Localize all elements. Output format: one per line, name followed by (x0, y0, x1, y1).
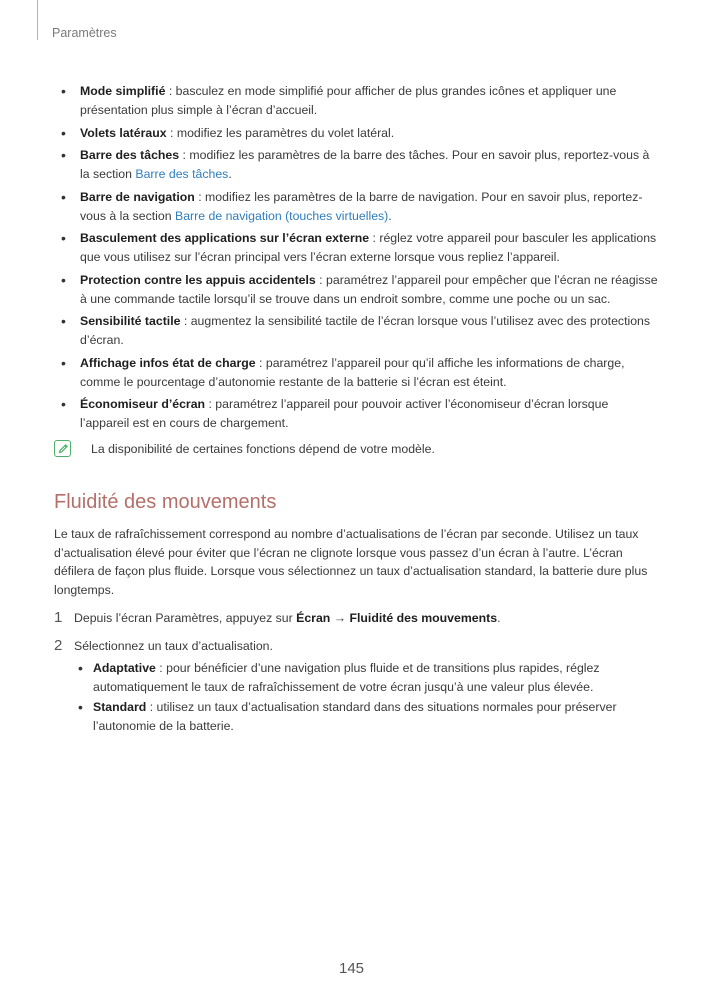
step-text-end: . (497, 611, 501, 625)
navigation-bar-link[interactable]: Barre de navigation (touches virtuelles) (175, 208, 389, 223)
list-item (78, 698, 638, 736)
item-text: : basculez en mode simplifié pour afficher de plus grandes icônes et appliquer une présentation plus simple à l’écran d’accueil. (80, 84, 617, 117)
section-paragraph: Le taux de rafraîchissement correspond au nombre d’actualisations de l’écran par seconde. Utilisez un taux d’actualisation élevé pour éviter que l’écran ne clignote lorsque vous passez d’un écran à l’autre. L’écran défilera de façon plus fluide. Lorsque vous sélectionnez un taux d’actualisation standard, la batterie dure plus longtemps. (54, 527, 648, 597)
note-pencil-icon (54, 440, 71, 457)
option-text: : pour bénéficier d’une navigation plus fluide et de transitions plus rapides, réglez automatiquement le taux de rafraîchissement de votre écran jusqu’à une valeur plus élevée. (93, 661, 600, 694)
settings-list (60, 82, 660, 437)
item-text: : paramétrez l’appareil pour empêcher que l’écran ne réagisse à une commande tactile lorsqu’il se trouve dans un endroit sombre, comme une poche ou un sac. (80, 272, 658, 306)
item-text: : réglez votre appareil pour basculer les applications que vous utilisez sur l’écran principal vers l’écran externe lorsque vous repliez l’appareil. (80, 231, 657, 264)
step-text: Sélectionnez un taux d’actualisation. (74, 639, 273, 653)
step-text (74, 611, 500, 625)
step-text-start: Depuis l’écran Paramètres, appuyez sur (74, 611, 297, 625)
item-term: Volets latéraux (80, 125, 167, 140)
list-item (60, 395, 660, 433)
option-text: : utilisez un taux d’actualisation standard dans des situations normales pour préserver l’autonomie de la batterie. (93, 700, 617, 733)
item-text: : paramétrez l’appareil pour qu’il affiche les informations de charge, comme le pourcentage d’autonomie restante de la batterie si l’écran est éteint. (80, 355, 625, 389)
refresh-rate-options (78, 659, 638, 737)
item-text-end: . (388, 208, 392, 223)
list-item (60, 312, 660, 350)
step-term-screen: Écran (296, 611, 331, 625)
taskbar-link[interactable]: Barre des tâches (135, 167, 229, 181)
item-term: Mode simplifié (80, 84, 166, 98)
item-text: : modifiez les paramètres du volet latéral. (166, 125, 395, 140)
page-number: 145 (338, 960, 365, 977)
arrow-icon: → (330, 611, 350, 625)
step-number: 2 (54, 637, 63, 654)
list-item (60, 82, 660, 120)
list-item (60, 146, 660, 184)
page-header: Paramètres (52, 26, 117, 40)
section-title: Fluidité des mouvements (54, 491, 277, 513)
list-item (60, 271, 660, 309)
item-term: Affichage infos état de charge (80, 355, 256, 370)
note (54, 440, 674, 462)
option-term: Adaptative (93, 661, 156, 675)
list-item (60, 229, 660, 267)
item-text: : modifiez les paramètres de la barre des tâches. Pour en savoir plus, reportez-vous à la section (80, 148, 650, 181)
item-text: : augmentez la sensibilité tactile de l’écran lorsque vous l’utilisez avec des protections d’écran. (80, 314, 651, 347)
item-term: Basculement des applications sur l’écran externe (80, 231, 370, 245)
list-item (60, 354, 660, 392)
item-text: : paramétrez l’appareil pour pouvoir activer l’économiseur d’écran lorsque l’appareil est en cours de chargement. (80, 397, 609, 430)
item-term: Économiseur d’écran (80, 397, 206, 411)
option-term: Standard (93, 700, 147, 714)
item-term: Barre des tâches (80, 148, 180, 162)
list-item (78, 659, 638, 697)
step-number: 1 (54, 609, 63, 626)
item-term: Sensibilité tactile (80, 314, 181, 328)
header-divider (37, 0, 38, 40)
list-item (60, 124, 660, 143)
item-text: : modifiez les paramètres de la barre de navigation. Pour en savoir plus, reportez-vous à la section (80, 189, 643, 223)
list-item (60, 188, 660, 226)
item-term: Protection contre les appuis accidentels (80, 272, 316, 287)
note-text: La disponibilité de certaines fonctions dépend de votre modèle. (91, 442, 435, 456)
step-term-motion: Fluidité des mouvements (349, 611, 498, 625)
item-term: Barre de navigation (80, 189, 195, 204)
item-text-end: . (228, 167, 232, 181)
